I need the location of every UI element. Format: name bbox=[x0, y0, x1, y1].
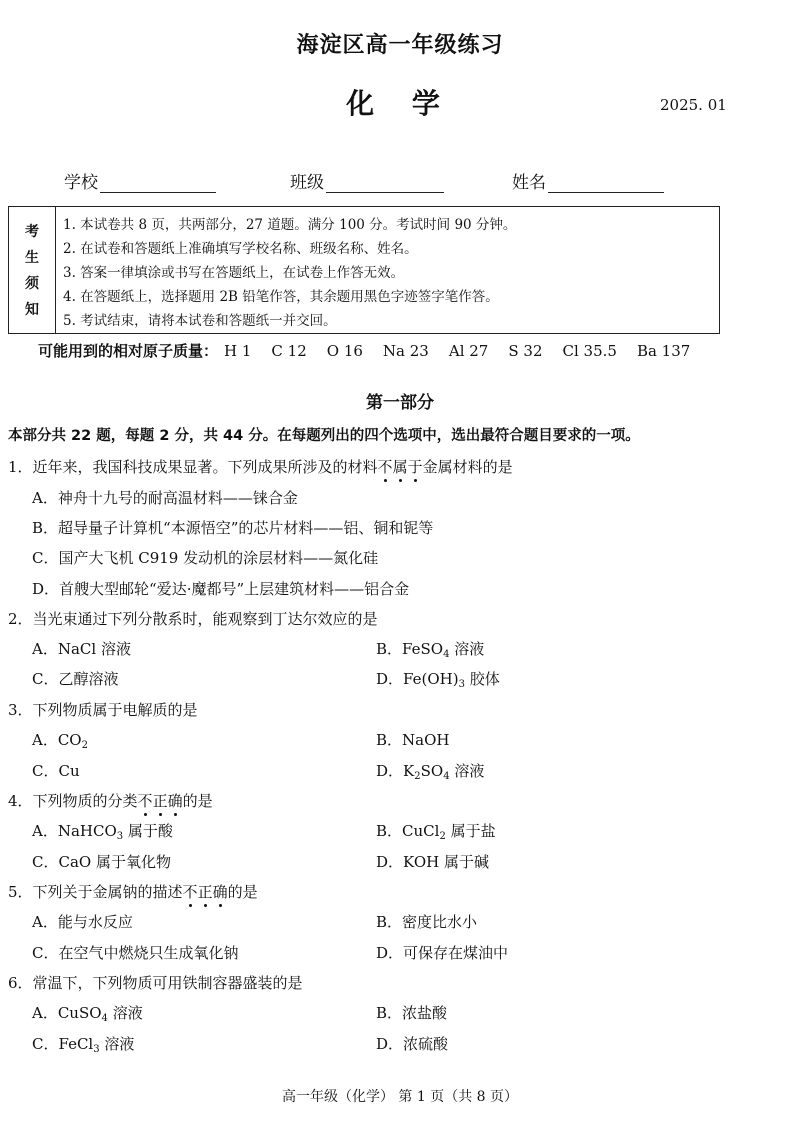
atomic-masses bbox=[38, 340, 690, 361]
q4-option-d[interactable]: D．KOH 属于碱 bbox=[376, 853, 489, 871]
q3-d-sub2: 4 bbox=[443, 771, 450, 782]
notice-item: 4. 在答题纸上，选择题用 2B 铅笔作答，其余题用黑色字迹签字笔作答。 bbox=[63, 289, 499, 305]
emphasis-char: 不 bbox=[137, 792, 153, 810]
class-label: 班级 bbox=[290, 173, 324, 193]
q5-option-d[interactable]: D．可保存在煤油中 bbox=[376, 944, 509, 962]
q3-d-text: D．K bbox=[376, 762, 415, 780]
school-blank[interactable] bbox=[100, 174, 216, 193]
q4-stem-emphasis bbox=[138, 792, 183, 810]
atomic-mass: Ba 137 bbox=[636, 342, 691, 360]
q3-option-c[interactable]: C．Cu bbox=[32, 762, 80, 780]
q5-stem-emphasis bbox=[183, 883, 228, 901]
class-field[interactable] bbox=[290, 168, 444, 193]
q4-option-b[interactable] bbox=[376, 820, 496, 841]
notice-item: 3. 答案一律填涂或书写在答题纸上，在试卷上作答无效。 bbox=[63, 265, 405, 281]
q4-option-a[interactable] bbox=[32, 820, 173, 841]
page-footer: 高一年级（化学） 第 1 页（共 8 页） bbox=[281, 1089, 519, 1105]
notice-label-char: 须 bbox=[25, 276, 39, 292]
q2-option-d[interactable] bbox=[376, 668, 500, 689]
q1-option-a[interactable]: A．神舟十九号的耐高温材料——铼合金 bbox=[32, 489, 298, 507]
school-field[interactable] bbox=[64, 168, 216, 193]
q2-option-b[interactable] bbox=[376, 638, 484, 659]
q2-d-text: D．Fe(OH) bbox=[376, 670, 459, 688]
atomic-mass: H 1 bbox=[224, 342, 252, 360]
question-5-stem bbox=[8, 881, 258, 902]
notice-box bbox=[8, 206, 720, 334]
q3-option-a[interactable] bbox=[32, 729, 88, 750]
q3-option-b[interactable]: B．NaOH bbox=[376, 731, 450, 749]
q1-stem-a: 1．近年来，我国科技成果显著。下列成果所涉及的材料 bbox=[8, 458, 378, 476]
q5-stem-a: 5．下列关于金属钠的描述 bbox=[8, 883, 183, 901]
q2-option-c[interactable]: C．乙醇溶液 bbox=[32, 670, 119, 688]
atomic-mass: S 32 bbox=[508, 342, 543, 360]
q4-b-tail: 属于盐 bbox=[445, 822, 496, 840]
q5-option-a[interactable]: A．能与水反应 bbox=[32, 913, 133, 931]
notice-label-char: 知 bbox=[25, 302, 39, 318]
emphasis-char: 正 bbox=[197, 883, 213, 901]
emphasis-char: 于 bbox=[407, 458, 423, 476]
q6-c-tail: 溶液 bbox=[99, 1035, 135, 1053]
exam-date: 2025. 01 bbox=[660, 96, 727, 114]
notice-item: 1. 本试卷共 8 页，共两部分，27 道题。满分 100 分。考试时间 90 分钟。 bbox=[63, 217, 517, 233]
atomic-mass: Cl 35.5 bbox=[562, 342, 617, 360]
q2-b-text: B．FeSO bbox=[376, 640, 444, 658]
q1-stem-emphasis bbox=[378, 458, 423, 476]
exam-title: 海淀区高一年级练习 bbox=[296, 32, 504, 58]
q4-stem-b: 的是 bbox=[182, 792, 213, 810]
notice-label-char: 考 bbox=[25, 224, 39, 240]
q6-option-b[interactable]: B．浓盐酸 bbox=[376, 1004, 448, 1022]
notice-item: 2. 在试卷和答题纸上准确填写学校名称、班级名称、姓名。 bbox=[63, 241, 418, 257]
q4-b-sub: 2 bbox=[439, 831, 446, 842]
emphasis-char: 确 bbox=[212, 883, 228, 901]
q4-b-text: B．CuCl bbox=[376, 822, 440, 840]
question-3-stem: 3．下列物质属于电解质的是 bbox=[8, 701, 198, 719]
notice-label-char: 生 bbox=[25, 250, 39, 266]
class-blank[interactable] bbox=[326, 174, 444, 193]
q6-a-text: A．CuSO bbox=[32, 1004, 102, 1022]
q2-b-sub: 4 bbox=[443, 649, 450, 660]
q1-option-c[interactable]: C．国产大飞机 C919 发动机的涂层材料——氮化硅 bbox=[32, 549, 379, 567]
atomic-mass: C 12 bbox=[271, 342, 307, 360]
q5-stem-b: 的是 bbox=[227, 883, 258, 901]
emphasis-char: 正 bbox=[152, 792, 168, 810]
q3-d-tail: 溶液 bbox=[449, 762, 485, 780]
q6-c-sub: 3 bbox=[93, 1044, 100, 1055]
question-6-stem: 6．常温下，下列物质可用铁制容器盛装的是 bbox=[8, 974, 303, 992]
q1-stem-b: 金属材料的是 bbox=[422, 458, 513, 476]
atomic-mass: O 16 bbox=[326, 342, 363, 360]
q4-stem-a: 4．下列物质的分类 bbox=[8, 792, 138, 810]
q6-a-sub: 4 bbox=[101, 1013, 108, 1024]
part1-instruction: 本部分共 22 题，每题 2 分，共 44 分。在每题列出的四个选项中，选出最符合题目要求的一项。 bbox=[8, 428, 640, 444]
atomic-mass: Al 27 bbox=[448, 342, 489, 360]
q2-d-tail: 胶体 bbox=[464, 670, 500, 688]
q4-a-sub: 3 bbox=[116, 831, 124, 842]
q3-d-mid: SO bbox=[420, 762, 444, 780]
question-1-stem bbox=[8, 456, 513, 477]
emphasis-char: 不 bbox=[377, 458, 393, 476]
notice-item: 5. 考试结束，请将本试卷和答题纸一并交回。 bbox=[63, 313, 337, 329]
q5-option-b[interactable]: B．密度比水小 bbox=[376, 913, 478, 931]
q3-a-text: A．CO bbox=[32, 731, 82, 749]
name-blank[interactable] bbox=[548, 174, 664, 193]
q6-option-d[interactable]: D．浓硫酸 bbox=[376, 1035, 449, 1053]
q3-option-d[interactable] bbox=[376, 760, 484, 781]
emphasis-char: 不 bbox=[182, 883, 198, 901]
atomic-masses-label: 可能用到的相对原子质量： bbox=[38, 342, 219, 360]
question-4-stem bbox=[8, 790, 213, 811]
name-field[interactable] bbox=[512, 168, 664, 193]
name-label: 姓名 bbox=[512, 173, 546, 193]
q6-option-c[interactable] bbox=[32, 1033, 134, 1054]
q6-c-text: C．FeCl bbox=[32, 1035, 94, 1053]
q2-d-sub: 3 bbox=[458, 679, 465, 690]
q6-a-tail: 溶液 bbox=[107, 1004, 143, 1022]
q1-option-d[interactable]: D．首艘大型邮轮“爱达·魔都号”上层建筑材料——铝合金 bbox=[32, 580, 410, 598]
atomic-mass: Na 23 bbox=[382, 342, 429, 360]
q5-option-c[interactable]: C．在空气中燃烧只生成氧化钠 bbox=[32, 944, 239, 962]
q1-option-b[interactable]: B．超导量子计算机“本源悟空”的芯片材料——铝、铜和铌等 bbox=[32, 519, 434, 537]
q4-a-tail: 属于酸 bbox=[123, 822, 173, 840]
emphasis-char: 确 bbox=[167, 792, 183, 810]
subject-title: 化 学 bbox=[346, 87, 454, 120]
q3-d-sub: 2 bbox=[414, 771, 421, 782]
q2-b-tail: 溶液 bbox=[449, 640, 485, 658]
q6-option-a[interactable] bbox=[32, 1002, 143, 1023]
q4-option-c[interactable]: C．CaO 属于氧化物 bbox=[32, 853, 171, 871]
q3-a-sub: 2 bbox=[81, 740, 88, 751]
part1-title: 第一部分 bbox=[366, 393, 434, 413]
notice-items bbox=[63, 213, 516, 333]
q4-a-text: A．NaHCO bbox=[32, 822, 117, 840]
q2-option-a[interactable]: A．NaCl 溶液 bbox=[32, 640, 131, 658]
emphasis-char: 属 bbox=[392, 458, 408, 476]
question-2-stem: 2．当光束通过下列分散系时，能观察到丁达尔效应的是 bbox=[8, 610, 378, 628]
notice-label bbox=[9, 207, 56, 333]
school-label: 学校 bbox=[64, 173, 98, 193]
